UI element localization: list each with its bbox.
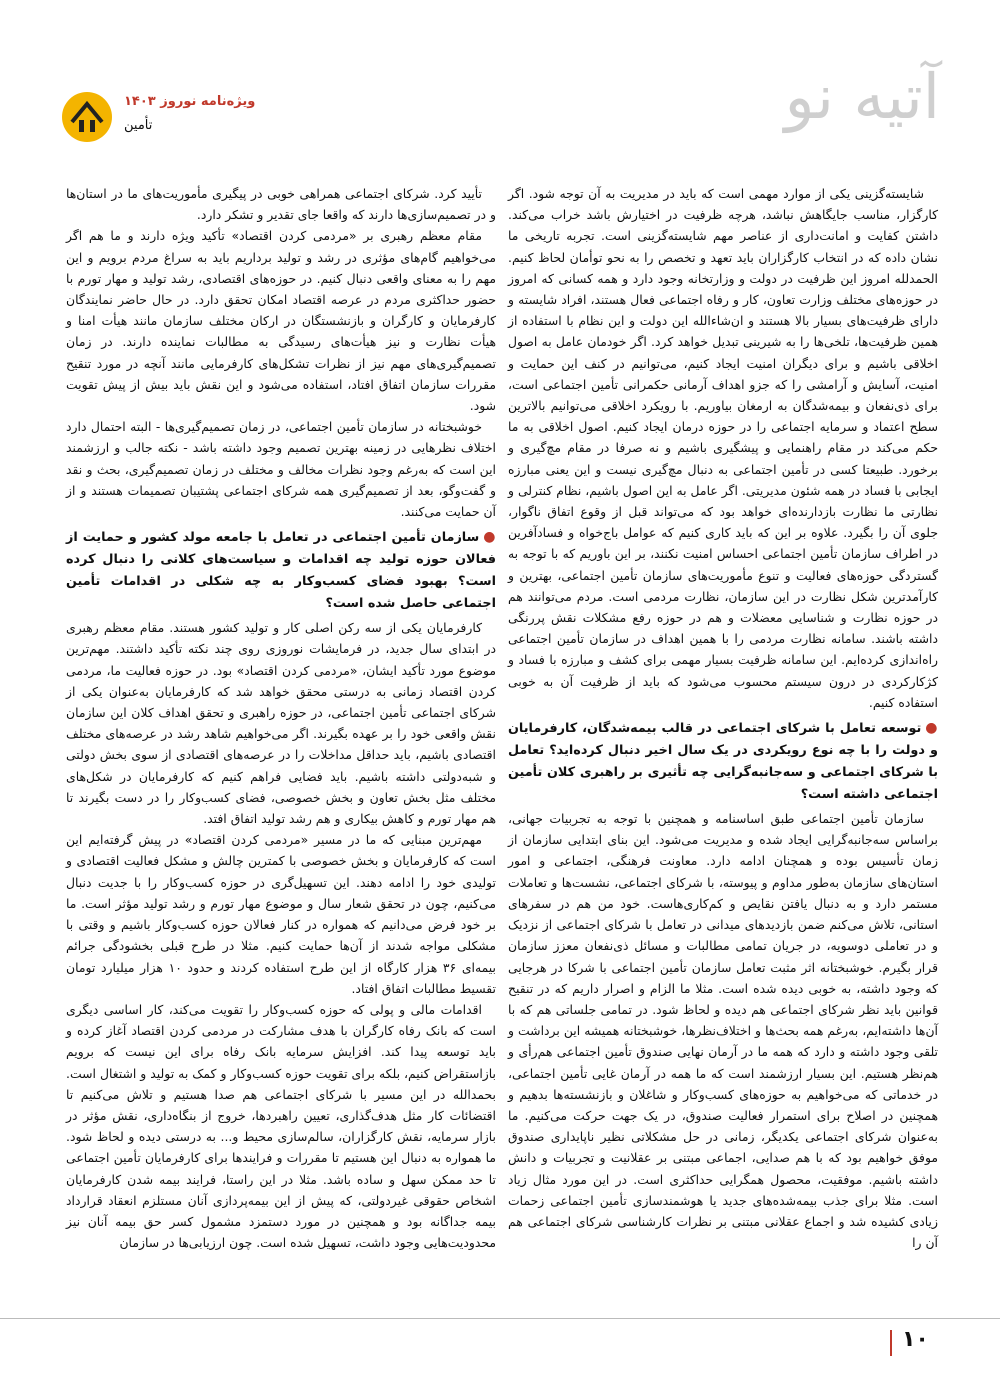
- masthead-title: آتیه نو: [784, 60, 940, 133]
- page-number: ۱۰: [902, 1327, 929, 1352]
- paragraph: مقام معظم رهبری بر «مردمی کردن اقتصاد» تأکید ویژه دارند و ما هم اگر می‌خواهیم گام‌های مؤثری در رشد و تولید برداریم باید به سراغ مردم برویم و این مهم را به معنای واقعی دنبال کنیم. در حوزه‌های اقتصادی، رشد تولید و مهار تورم با حضور حداکثری مردم در عرصه اقتصاد امکان تحقق دارد. در حال حاضر نمایندگان کارفرمایان و کارگران و بازنشستگان در ارکان مختلف سازمان مانند هیأت امنا و هیأت نظارت و نیز هیأت‌های رسیدگی به مطالبات نماینده دارند. در زمان تصمیم‌گیری‌های مهم نیز از نظرات تشکل‌های کارفرمایی مانند آنچه در مورد تنقیح مقررات سازمان اتفاق افتاد، استفاده می‌شود و این نقش باید بیش از پیش تقویت شود.: [66, 228, 496, 414]
- issue-title: ویژه‌نامه نوروز ۱۴۰۳: [124, 94, 256, 109]
- page-number-bar: [890, 1330, 892, 1356]
- paragraph: تأیید کرد. شرکای اجتماعی همراهی خوبی در پیگیری مأموریت‌های ما در استان‌ها و در تصمیم‌سازی‌ها دارند که واقعا جای تقدیر و تشکر دارد.: [66, 186, 496, 223]
- question-heading: [66, 526, 496, 615]
- question-text: سازمان تأمین اجتماعی در تعامل با جامعه مولد کشور و حمایت از فعالان حوزه تولید چه اقدامات و سیاست‌های کلانی را دنبال کرده است؟ بهبود فضای کسب‌وکار به چه شکلی در اقدامات تأمین اجتماعی حاصل شده است؟: [66, 530, 496, 612]
- footer-divider: [0, 1318, 1000, 1319]
- article-column-left: [66, 183, 496, 1253]
- tamin-logo-icon: [62, 92, 112, 142]
- bullet-icon: ●: [925, 720, 938, 737]
- paragraph: کارفرمایان یکی از سه رکن اصلی کار و تولید کشور هستند. مقام معظم رهبری در ابتدای سال جدید، در فرمایشات نوروزی روی چند نکته تأکید داشتند. مهم‌ترین موضوع مورد تأکید ایشان، «مردمی کردن اقتصاد» بود. در حوزه فعالیت ما، مردمی کردن اقتصاد زمانی به درستی محقق خواهد شد که کارفرمایان به‌عنوان یکی از شرکای اجتماعی تأمین اجتماعی، در حوزه راهبری و تحقق اهداف کلان این سازمان نقش واقعی خود را بر عهده بگیرند. اگر می‌خواهیم شاهد رشد در عرصه‌های مختلف اقتصادی باشیم، باید حداقل مداخلات را در عرصه‌های اقتصادی از سوی بخش دولتی و شبه‌دولتی داشته باشیم. باید فضایی فراهم کنیم که کارفرمایان در شکل‌های مختلف مثل بخش تعاون و بخش خصوصی، فضای کسب‌وکار را در دست بگیرند تا هم مهار تورم و کاهش بیکاری و هم رشد تولید اتفاق افتد.: [66, 620, 496, 827]
- section-header: [62, 92, 312, 162]
- paragraph: مهم‌ترین مبنایی که ما در مسیر «مردمی کردن اقتصاد» در پیش گرفته‌ایم این است که کارفرمایان و بخش خصوصی با کمترین چالش و مشکل فعالیت اقتصادی و تولیدی خود را ادامه دهند. این تسهیل‌گری در حوزه کسب‌وکار را با جدیت دنبال می‌کنیم، چون در تحقق شعار سال و موضوع مهار تورم و رشد تولید مؤثر است. ما بر خود فرض می‌دانیم که همواره در کنار فعالان حوزه کسب‌وکار باشیم و وقتی با مشکلی مواجه شدند از آن‌ها حمایت کنیم. مثلا در طرح قبلی بخشودگی جرائم بیمه‌ای ۳۶ هزار کارگاه از این طرح استفاده کردند و حدود ۱۰ هزار میلیارد تومان تقسیط مطالبات اتفاق افتاد.: [66, 832, 496, 996]
- paragraph: اقدامات مالی و پولی که حوزه کسب‌وکار را تقویت می‌کند، کار اساسی دیگری است که بانک رفاه کارگران با هدف مشارکت در مردمی کردن اقتصاد آغاز کرده و باید توسعه پیدا کند. افزایش سرمایه بانک رفاه برای این نیست که برویم بازاستقراض کنیم، بلکه برای تقویت حوزه کسب‌وکار و کمک به تولید و اشتغال است. بحمدالله در این مسیر با شرکای اجتماعی هم صدا هستیم و تلاش می‌کنیم تا اقتضائات کار مثل هدف‌گذاری، تعیین راهبردها، خروج از بنگاه‌داری، نقش مؤثر در بازار سرمایه، نقش کارگزاران، سالم‌سازی محیط و... به درستی دیده و لحاظ شود. ما همواره به دنبال این هستیم تا مقررات و فرایندها برای کارفرمایان تأمین اجتماعی تا حد ممکن سهل و ساده باشد. مثلا در این راستا، فرایند بیمه شدن کارفرمایان اشخاص حقوقی غیردولتی، که پیش از این بیمه‌پردازی آنان مستلزم انعقاد قرارداد بیمه جداگانه بود و همچنین در مورد دستمزد مشمول کسر حق بیمه آنان نیز محدودیت‌هایی وجود داشت، تسهیل شده است. چون ارزیابی‌ها در سازمان: [66, 1001, 496, 1251]
- paragraph: سازمان تأمین اجتماعی طبق اساسنامه و همچنین با توجه به تجربیات جهانی، براساس سه‌جانبه‌گرایی ایجاد شده و مدیریت می‌شود. این بنای ابتدایی سازمان از زمان تأسیس بوده و همچنان ادامه دارد. معاونت فرهنگی، اجتماعی و امور استان‌های سازمان به‌طور مداوم و پیوسته، با شرکای اجتماعی، نشست‌ها و تعاملات مستمر دارد و به دنبال یافتن نقایص و کم‌کاری‌هاست. خود من هم در سفرهای استانی، تلاش می‌کنم ضمن بازدیدهای میدانی در تعامل با شرکای اجتماعی از نزدیک و در تعاملی دوسویه، در جریان تمامی مطالبات و مسائل ذی‌نفعان معزز سازمان قرار بگیرم. خوشبختانه اثر مثبت تعامل سازمان تأمین اجتماعی با شرکا در هرجایی که وجود داشته، به خوبی دیده شده است. مثلا ما الزام و اصرار داریم که در تنقیح قوانین باید نظر شرکای اجتماعی هم دیده و لحاظ شود. در تمامی جلساتی هم که با آن‌ها داشته‌ایم، به‌رغم همه بحث‌ها و اختلاف‌نظرها، خوشبختانه همیشه این برداشت و تلقی وجود داشته و دارد که همه ما در آرمان نهایی صندوق تأمین اجتماعی هم‌رأی و هم‌نظر هستیم. این بسیار ارزشمند است که ما همه در آرمان غایی تأمین اجتماعی، در خدماتی که می‌خواهیم به حوزه‌های کسب‌وکار و شاغلان و بازنشسته‌ها بدهیم و همچنین در اصلاح برای استمرار فعالیت صندوق، در یک جهت حرکت می‌کنیم. ما به‌عنوان شرکای اجتماعی یکدیگر، زمانی در حل مشکلاتی نظیر ناپایداری صندوق موفق خواهیم بود که با هم صدایی، اجماعی مبتنی بر عقلانیت و تجربیات و دانش داشته باشیم. موفقیت، محصول همگرایی حداکثری است. در این مورد مثال زیاد است. مثلا برای جذب بیمه‌شده‌های جدید یا هوشمندسازی تأمین اجتماعی زحمات زیادی کشیده شد و اجماع عقلانی مبتنی بر نظرات کارشناسی شرکای اجتماعی هم آن را: [508, 811, 938, 1251]
- section-name: تأمین: [124, 118, 153, 133]
- masthead: [784, 40, 940, 150]
- paragraph: شایسته‌گزینی یکی از موارد مهمی است که باید در مدیریت به آن توجه شود. اگر کارگزار، مناسب جایگاهش نباشد، هرچه ظرفیت در اختیارش باشد خراب می‌کند. داشتن کفایت و امانت‌داری از عناصر مهم شایسته‌گزینی است. تجربه تاریخی ما نشان داده که در انتخاب کارگزاران باید تعهد و تخصص را به نحو توأمان لحاظ کنیم. الحمدلله امروز این ظرفیت در دولت و وزارتخانه وجود دارد و همه کسانی که امروز در حوزه‌های مختلف وزارت تعاون، کار و رفاه اجتماعی فعال هستند، افراد شایسته و دارای ظرفیت‌های بسیار بالا هستند و ان‌شاءالله این دولت و این نظام با استفاده از همین ظرفیت‌ها، تلخی‌ها را به شیرینی تبدیل خواهد کرد. اگر خودمان عامل به اصول اخلاقی باشیم و برای دیگران امنیت ایجاد کنیم، می‌توانیم در کنف این حمایت و امنیت، آسایش و آرامشی را که جزو اهداف آرمانی حکمرانی تأمین اجتماعی است، برای ذی‌نفعان و بیمه‌شدگان به ارمغان بیاوریم. با رویکرد اخلاقی می‌توانیم بالاترین سطح اعتماد و سرمایه اجتماعی را در حوزه درمان ایجاد کنیم. اصول اخلاقی به ما حکم می‌کند در مقام راهنمایی و پیشگیری باشیم و نه صرفا در مقام مچ‌گیری و برخورد. طبیعتا کسی در تأمین اجتماعی به دنبال مچ‌گیری نیست و این یعنی مبارزه ایجابی با فساد در همه شئون مدیریتی. اگر عامل به این اصول باشیم، نظام کنترلی و نظارتی ما نظارت بازدارنده‌ای خواهد بود که می‌تواند قبل از وقوع اتفاق ناگوار، جلوی آن را بگیرد. علاوه بر این که باید کاری کنیم که عوامل باج‌خواه و فساد‌آفرین در اطراف سازمان تأمین اجتماعی احساس امنیت نکنند، بر این باوریم که با توجه به گستردگی حوزه‌های فعالیت و تنوع مأموریت‌های سازمان تأمین اجتماعی، بهترین و کارآمدترین شکل نظارت در این سازمان، نظارت مردمی است. مردم می‌توانند هم در حوزه نظارت و شناسایی معضلات و هم در حوزه رفع مشکلات نقش پررنگی داشته باشند. سامانه نظارت مردمی را با همین اهداف در سازمان تأمین اجتماعی راه‌اندازی کرده‌ایم. این سامانه ظرفیت بسیار مهمی برای کشف و مبارزه با فساد و کژکارکردی در درون سیستم محسوب می‌شود که باید از ظرفیت آن به خوبی استفاده کنیم.: [508, 186, 938, 710]
- article-column-right: [508, 183, 938, 1253]
- question-heading: [508, 717, 938, 806]
- bullet-icon: ●: [483, 529, 496, 546]
- question-text: توسعه تعامل با شرکای اجتماعی در قالب بیمه‌شدگان، کارفرمایان و دولت را با چه نوع رویکردی در یک سال اخیر دنبال کرده‌اید؟ تعامل با شرکای اجتماعی و سه‌جانبه‌گرایی چه تأثیری بر راهبری کلان تأمین اجتماعی داشته است؟: [508, 721, 938, 803]
- paragraph: خوشبختانه در سازمان تأمین اجتماعی، در زمان تصمیم‌گیری‌ها - البته احتمال دارد اختلاف نظرهایی در زمینه بهترین تصمیم وجود داشته باشد - نکته جالب و ارزشمند این است که به‌رغم وجود نظرات مخالف و مختلف در زمان تصمیم‌گیری، بحث و نقد و گفت‌وگو، بعد از تصمیم‌گیری همه شرکای اجتماعی پشتیبان تصمیمات هستند و از آن حمایت می‌کنند.: [66, 419, 496, 520]
